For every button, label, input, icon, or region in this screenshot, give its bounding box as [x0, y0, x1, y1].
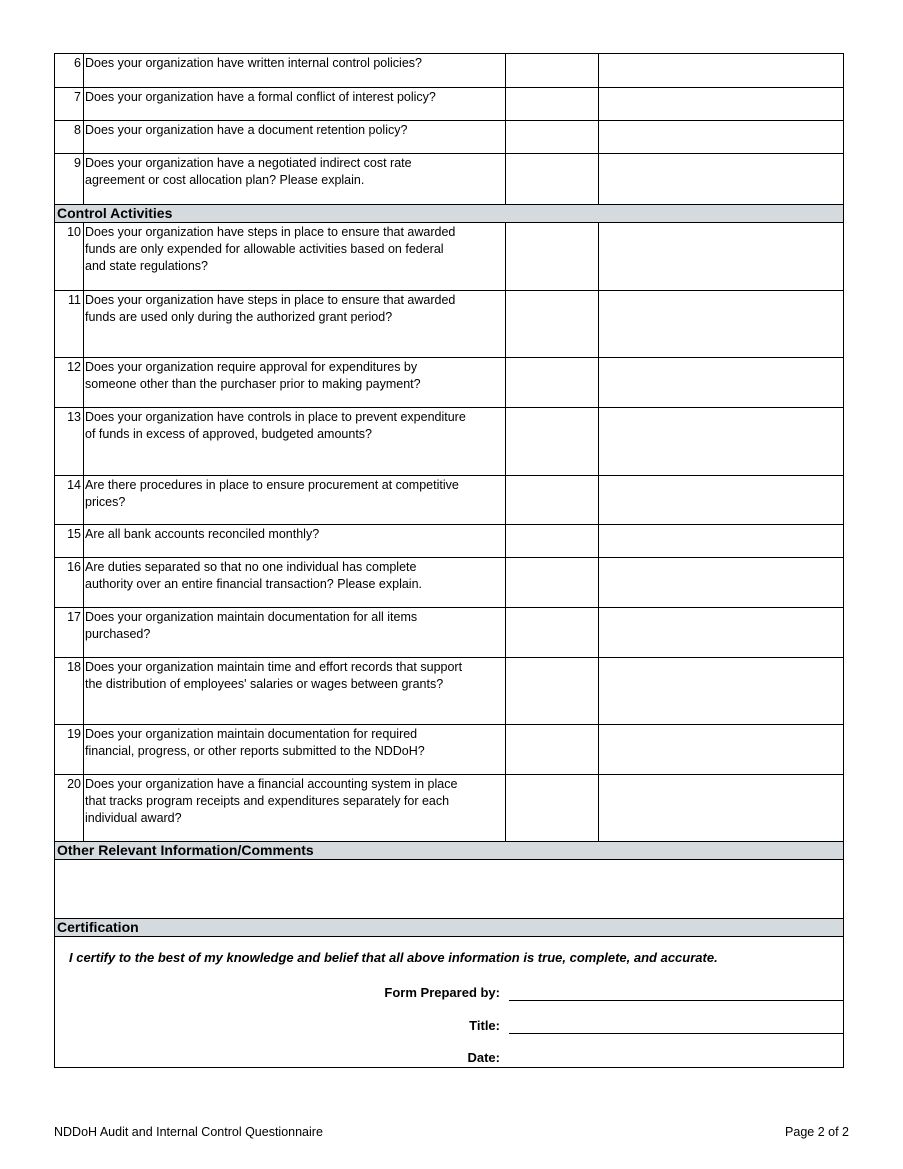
- answer-cell[interactable]: [506, 558, 599, 607]
- question-row: [55, 121, 843, 154]
- answer-cell[interactable]: [506, 358, 599, 407]
- question-number: 8: [55, 121, 84, 153]
- question-row: [55, 775, 843, 842]
- question-number: 17: [55, 608, 84, 657]
- question-number: 19: [55, 725, 84, 774]
- answer-cell[interactable]: [506, 291, 599, 357]
- question-number: 16: [55, 558, 84, 607]
- questionnaire-table: [54, 53, 844, 1068]
- answer-cell[interactable]: [506, 88, 599, 120]
- date-row: [55, 1050, 843, 1070]
- question-text: Does your organization have a financial accounting system in place that tracks program receipts and expenditures separately for each individual award?: [84, 775, 506, 841]
- comment-cell[interactable]: [599, 88, 843, 120]
- question-row: [55, 558, 843, 608]
- answer-cell[interactable]: [506, 725, 599, 774]
- certification-block: [55, 937, 843, 1068]
- comment-cell[interactable]: [599, 408, 843, 475]
- date-label: Date:: [467, 1050, 500, 1065]
- footer-title: NDDoH Audit and Internal Control Questionnaire: [54, 1125, 323, 1139]
- answer-cell[interactable]: [506, 408, 599, 475]
- answer-cell[interactable]: [506, 476, 599, 524]
- question-text: Does your organization have steps in place to ensure that awarded funds are used only during the authorized grant period?: [84, 291, 506, 357]
- answer-cell[interactable]: [506, 154, 599, 204]
- question-group-top: [55, 54, 843, 205]
- question-text: Does your organization have a negotiated indirect cost rate agreement or cost allocation plan? Please explain.: [84, 154, 506, 204]
- question-number: 6: [55, 54, 84, 87]
- comment-cell[interactable]: [599, 223, 843, 290]
- question-text: Does your organization have written internal control policies?: [84, 54, 506, 87]
- comment-cell[interactable]: [599, 608, 843, 657]
- comment-cell[interactable]: [599, 558, 843, 607]
- question-row: [55, 608, 843, 658]
- section-header-certification: Certification: [55, 919, 843, 937]
- answer-cell[interactable]: [506, 775, 599, 841]
- question-number: 12: [55, 358, 84, 407]
- question-text: Does your organization have a formal conflict of interest policy?: [84, 88, 506, 120]
- question-number: 20: [55, 775, 84, 841]
- question-text: Does your organization maintain time and effort records that support the distribution of employees' salaries or wages between grants?: [84, 658, 506, 724]
- title-label: Title:: [469, 1018, 500, 1033]
- question-number: 7: [55, 88, 84, 120]
- comments-field[interactable]: [55, 860, 843, 919]
- question-text: Does your organization have a document retention policy?: [84, 121, 506, 153]
- comment-cell[interactable]: [599, 291, 843, 357]
- question-text: Does your organization require approval for expenditures by someone other than the purchaser prior to making payment?: [84, 358, 506, 407]
- comment-cell[interactable]: [599, 775, 843, 841]
- question-group-control-activities: [55, 223, 843, 842]
- prepared-by-field[interactable]: [509, 1000, 843, 1001]
- answer-cell[interactable]: [506, 223, 599, 290]
- question-row: [55, 154, 843, 205]
- comment-cell[interactable]: [599, 658, 843, 724]
- answer-cell[interactable]: [506, 608, 599, 657]
- question-row: [55, 54, 843, 88]
- question-text: Are all bank accounts reconciled monthly?: [84, 525, 506, 557]
- comment-cell[interactable]: [599, 121, 843, 153]
- question-text: Does your organization have steps in place to ensure that awarded funds are only expended for allowable activities based on federal and state regulations?: [84, 223, 506, 290]
- question-row: [55, 291, 843, 358]
- question-text: Does your organization maintain documentation for required financial, progress, or other reports submitted to the NDDoH?: [84, 725, 506, 774]
- section-header-control-activities: Control Activities: [55, 205, 843, 223]
- question-text: Are there procedures in place to ensure procurement at competitive prices?: [84, 476, 506, 524]
- question-number: 9: [55, 154, 84, 204]
- question-text: Does your organization maintain documentation for all items purchased?: [84, 608, 506, 657]
- section-header-other-comments: Other Relevant Information/Comments: [55, 842, 843, 860]
- footer-page-number: Page 2 of 2: [785, 1125, 849, 1139]
- question-number: 18: [55, 658, 84, 724]
- question-number: 14: [55, 476, 84, 524]
- question-row: [55, 525, 843, 558]
- comment-cell[interactable]: [599, 154, 843, 204]
- prepared-by-label: Form Prepared by:: [384, 985, 500, 1000]
- question-number: 15: [55, 525, 84, 557]
- comment-cell[interactable]: [599, 54, 843, 87]
- comment-cell[interactable]: [599, 525, 843, 557]
- answer-cell[interactable]: [506, 658, 599, 724]
- comment-cell[interactable]: [599, 358, 843, 407]
- question-number: 11: [55, 291, 84, 357]
- question-row: [55, 725, 843, 775]
- question-number: 13: [55, 408, 84, 475]
- prepared-by-row: [55, 985, 843, 1005]
- answer-cell[interactable]: [506, 54, 599, 87]
- title-field[interactable]: [509, 1033, 843, 1034]
- comment-cell[interactable]: [599, 476, 843, 524]
- question-row: [55, 88, 843, 121]
- question-text: Are duties separated so that no one individual has complete authority over an entire financial transaction? Please explain.: [84, 558, 506, 607]
- question-row: [55, 408, 843, 476]
- question-row: [55, 358, 843, 408]
- answer-cell[interactable]: [506, 121, 599, 153]
- question-row: [55, 223, 843, 291]
- question-row: [55, 658, 843, 725]
- answer-cell[interactable]: [506, 525, 599, 557]
- comment-cell[interactable]: [599, 725, 843, 774]
- question-number: 10: [55, 223, 84, 290]
- question-row: [55, 476, 843, 525]
- question-text: Does your organization have controls in place to prevent expenditure of funds in excess of approved, budgeted amounts?: [84, 408, 506, 475]
- title-row: [55, 1018, 843, 1038]
- certification-statement: I certify to the best of my knowledge and belief that all above information is true, complete, and accurate.: [69, 950, 718, 965]
